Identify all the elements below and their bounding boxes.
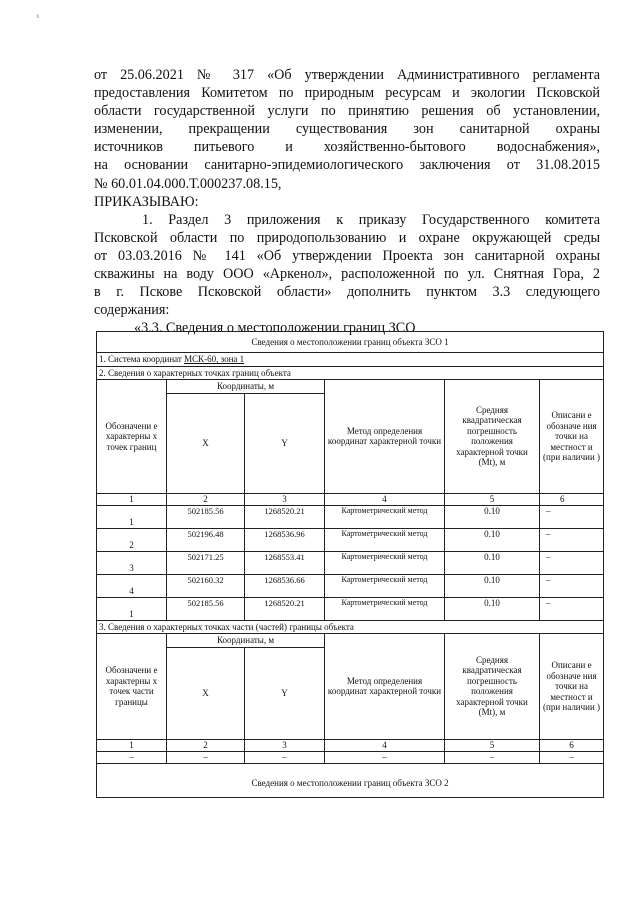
col-number: 4 xyxy=(325,739,445,751)
description-value: – xyxy=(540,528,604,551)
header-x: X xyxy=(167,393,245,493)
item1-line-5: в г. Пскове Псковской области» дополнить пунктом 3.3 следующего xyxy=(94,284,600,301)
description-value: – xyxy=(540,551,604,574)
p1-line-5: источников питьевого и хозяйственно-бытового водоснабжения», xyxy=(94,139,600,156)
error-value: 0.10 xyxy=(445,528,540,551)
description-value: – xyxy=(540,597,604,620)
col-number: 2 xyxy=(167,739,245,751)
header2-coords: Координаты, м xyxy=(167,634,325,648)
empty-cell: – xyxy=(245,751,325,763)
item1-line-6: содержания: xyxy=(94,302,170,319)
header-description: Описани е обозначе ния точки на местност и (при наличии ) xyxy=(540,380,604,494)
p1-line-1: от 25.06.2021 № 317 «Об утверждении Административного регламента xyxy=(94,67,600,83)
coord-system-row xyxy=(97,353,604,367)
order-word: ПРИКАЗЫВАЮ: xyxy=(94,193,199,210)
method-value: Картометрический метод xyxy=(325,574,445,597)
corner-mark: x xyxy=(36,12,40,20)
coord-system-prefix: 1. Система координат xyxy=(99,354,185,364)
table-row xyxy=(97,751,604,763)
col-number: 6 xyxy=(540,493,604,505)
empty-cell: – xyxy=(97,751,167,763)
col-number: 3 xyxy=(245,739,325,751)
item1-line-1: 1. Раздел 3 приложения к приказу Государственного комитета xyxy=(142,211,600,228)
header-point-id: Обозначени е характерны х точек границ xyxy=(97,380,167,494)
preamble-text xyxy=(94,66,600,337)
p1-line-2: предоставления Комитетом по природным ресурсам и экологии Псковской xyxy=(94,85,600,102)
item1-line-3: от 03.03.2016 № 141 «Об утверждении Проекта зон санитарной охраны xyxy=(94,247,600,264)
header2-description: Описани е обозначе ния точки на местност и (при наличии ) xyxy=(540,634,604,740)
point-id: 1 xyxy=(97,597,167,620)
method-value: Картометрический метод xyxy=(325,505,445,528)
header-error: Средняя квадратическая погрешность положения характерной точки (Mt), м xyxy=(445,380,540,494)
x-value: 502185.56 xyxy=(167,505,245,528)
col-number: 2 xyxy=(167,493,245,505)
header-y: Y xyxy=(245,393,325,493)
header2-error: Средняя квадратическая погрешность положения характерной точки (Mt), м xyxy=(445,634,540,740)
header2-x: X xyxy=(167,647,245,739)
p1-line-4: изменении, прекращении существования зон санитарной охраны xyxy=(94,121,600,138)
header2-y: Y xyxy=(245,647,325,739)
y-value: 1268536.96 xyxy=(245,528,325,551)
method-value: Картометрический метод xyxy=(325,528,445,551)
error-value: 0.10 xyxy=(445,574,540,597)
col-number: 5 xyxy=(445,739,540,751)
header-method: Метод определения координат характерной точки xyxy=(325,380,445,494)
table-row xyxy=(97,574,604,597)
y-value: 1268520.21 xyxy=(245,505,325,528)
x-value: 502185.56 xyxy=(167,597,245,620)
table-title-1: Сведения о местоположении границ объекта ЗСО 1 xyxy=(97,332,604,353)
item1-line-2: Псковской области по природопользованию и охране окружающей среды xyxy=(94,229,600,246)
table-row xyxy=(97,528,604,551)
table-row xyxy=(97,551,604,574)
item1-line-4: скважины на воду ООО «Аркенол», расположенной по ул. Снятная Гора, 2 xyxy=(94,266,600,283)
zso-table xyxy=(96,331,604,798)
table-row xyxy=(97,597,604,620)
empty-cell: – xyxy=(540,751,604,763)
method-value: Картометрический метод xyxy=(325,551,445,574)
point-id: 2 xyxy=(97,528,167,551)
empty-cell: – xyxy=(167,751,245,763)
quote-heading: «3.3. Сведения о местоположении границ ЗСО xyxy=(134,320,416,337)
col-number: 4 xyxy=(325,493,445,505)
x-value: 502171.25 xyxy=(167,551,245,574)
error-value: 0.10 xyxy=(445,551,540,574)
col-number: 3 xyxy=(245,493,325,505)
section3-title: 3. Сведения о характерных точках части (частей) границы объекта xyxy=(97,620,604,634)
p2-line-2: № 60.01.04.000.Т.000237.08.15, xyxy=(94,175,282,192)
x-value: 502196.48 xyxy=(167,528,245,551)
header2-point-id: Обозначени е характерны х точек части границы xyxy=(97,634,167,740)
col-number: 1 xyxy=(97,493,167,505)
table-row xyxy=(97,505,604,528)
point-id: 1 xyxy=(97,505,167,528)
header2-method: Метод определения координат характерной точки xyxy=(325,634,445,740)
empty-cell: – xyxy=(445,751,540,763)
section2-title: 2. Сведения о характерных точках границ объекта xyxy=(97,366,604,380)
x-value: 502160.32 xyxy=(167,574,245,597)
error-value: 0.10 xyxy=(445,505,540,528)
point-id: 3 xyxy=(97,551,167,574)
col-number: 1 xyxy=(97,739,167,751)
coord-system-value: МСК-60, зона 1 xyxy=(184,354,245,364)
col-number: 6 xyxy=(540,739,604,751)
table-title-2: Сведения о местоположении границ объекта ЗСО 2 xyxy=(97,763,604,797)
p1-line-3: области государственной услуги по принятию решения об установлении, xyxy=(94,103,600,120)
point-id: 4 xyxy=(97,574,167,597)
y-value: 1268536.66 xyxy=(245,574,325,597)
description-value: – xyxy=(540,505,604,528)
y-value: 1268520.21 xyxy=(245,597,325,620)
col-number: 5 xyxy=(445,493,540,505)
empty-cell: – xyxy=(325,751,445,763)
description-value: – xyxy=(540,574,604,597)
y-value: 1268553.41 xyxy=(245,551,325,574)
p2-line-1: на основании санитарно-эпидемиологического заключения от 31.08.2015 xyxy=(94,157,600,174)
error-value: 0.10 xyxy=(445,597,540,620)
header-coords: Координаты, м xyxy=(167,380,325,394)
method-value: Картометрический метод xyxy=(325,597,445,620)
